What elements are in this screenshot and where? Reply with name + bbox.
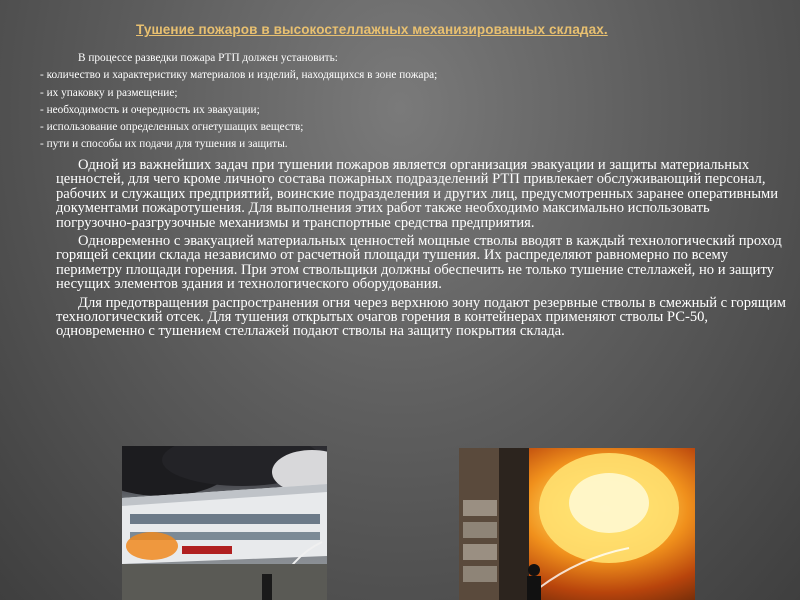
warehouse-fire-illustration [122, 446, 327, 600]
intro-list-item: - необходимость и очередность их эвакуации; [40, 103, 260, 116]
intro-list-item: - их упаковку и размещение; [40, 86, 178, 99]
intro-list-item: - использование определенных огнетушащих веществ; [40, 121, 304, 134]
paragraph [56, 296, 788, 339]
slide-title-punct: . [603, 22, 608, 37]
slide-title-text: Тушение пожаров в высокостеллажных механизированных складах [136, 22, 604, 37]
paragraph [56, 234, 788, 292]
firefighter-illustration [459, 448, 695, 600]
paragraph [56, 158, 788, 230]
intro-block [40, 50, 780, 154]
warehouse-fire-photo [122, 446, 327, 600]
paragraph-text: Одновременно с эвакуацией материальных ценностей мощные стволы вводят в каждый технологический проход горящей секции склада независимо от расчетной площади тушения. Их распределяют равномерно по всему периметру площади горения. При этом ствольщики должны обеспечить не только тушение стеллажей, но и защиту несущих элементов здания и технологического оборудования. [56, 233, 782, 293]
firefighter-photo [459, 448, 695, 600]
slide-title [136, 22, 736, 37]
intro-list-item: - пути и способы их подачи для тушения и защиты. [40, 138, 288, 151]
paragraph-text: Одной из важнейших задач при тушении пожаров является организация эвакуации и защиты материальных ценностей, для чего кроме личного состава пожарных подразделений РТП привлекает обслуживающий персонал, рабочих и служащих предприятий, воинские подразделения и других лиц, предусмотренных заранее оперативными документами пожаротушения. Для выполнения этих работ также необходимо максимально использовать погрузочно-разгрузочные механизмы и транспортные средства предприятия. [56, 157, 779, 231]
intro-lead: В процессе разведки пожара РТП должен установить: [78, 52, 338, 64]
paragraph-text: Для предотвращения распространения огня через верхнюю зону подают резервные стволы в смежный с горящим технологический отсек. Для тушения открытых очагов горения в контейнерах применяют стволы РС-50, одновременно с тушением стеллажей подают стволы на защиту покрытия склада. [56, 294, 787, 340]
intro-list-item: - количество и характеристику материалов и изделий, находящихся в зоне пожара; [40, 69, 438, 82]
body-text [56, 158, 788, 343]
